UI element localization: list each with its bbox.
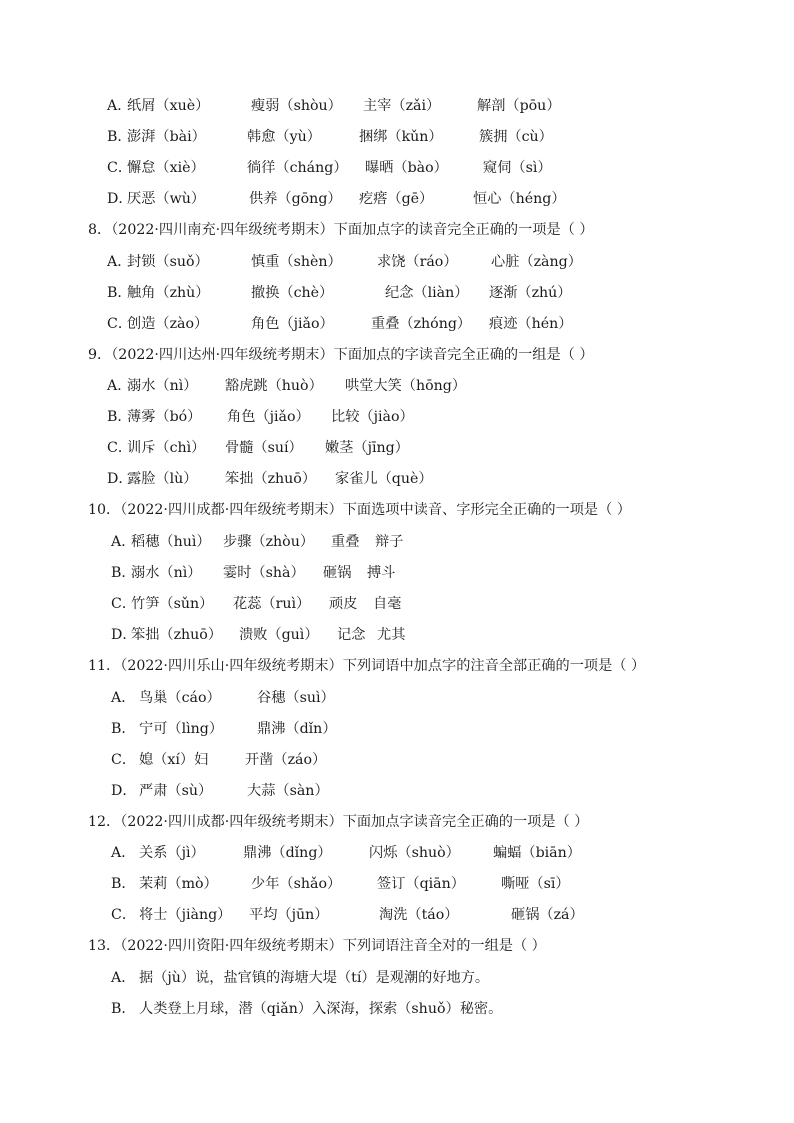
option-item: 触角（zhù） — [127, 285, 210, 301]
option-item: 开凿（záo） — [245, 752, 327, 768]
option-label: B． — [111, 1001, 136, 1017]
option-item: 自毫 — [373, 596, 402, 612]
option-item: 尤其 — [377, 627, 406, 643]
option-item: 重叠 — [331, 534, 360, 550]
option-item: 瘦弱（shòu） — [251, 98, 342, 114]
option-label: C． — [111, 907, 137, 923]
option-item: 溺水（nì） — [131, 565, 202, 581]
question-text: 8．（2022·四川南充·四年级统考期末）下面加点字的读音完全正确的一项是（ ） — [88, 222, 594, 238]
option-label: B． — [111, 721, 136, 737]
option-item: 步骤（zhòu） — [223, 534, 315, 550]
question-text: 12．（2022·四川成都·四年级统考期末）下面加点字读音完全正确的一项是（ ） — [88, 814, 589, 830]
option-item: 哄堂大笑（hōng） — [345, 378, 467, 394]
option-item: 懈怠（xiè） — [127, 160, 205, 176]
option-item: 蝙蝠（biān） — [493, 845, 581, 861]
option-item: 鸟巢（cáo） — [139, 690, 221, 706]
option-item: 嘶哑（sī） — [501, 876, 570, 892]
option-item: 媳（xí）妇 — [139, 752, 209, 768]
option-item: 供养（gōng） — [249, 191, 342, 207]
option-item: 淘洗（táo） — [379, 907, 459, 923]
option-item: 溃败（guì） — [239, 627, 319, 643]
option-item: 恒心（héng） — [473, 191, 566, 207]
option-item: 曝晒（bào） — [365, 160, 448, 176]
option-item: 鼎沸（dǐng） — [243, 845, 332, 861]
option-item: 记念 — [337, 627, 366, 643]
option-label: D． — [111, 627, 137, 643]
question-text: 11．（2022·四川乐山·四年级统考期末）下列词语中加点字的注音全部正确的一项是（ ） — [88, 658, 646, 674]
option-item: 笨拙（zhuō） — [131, 627, 223, 643]
option-item: 顽皮 — [329, 596, 358, 612]
option-item: 疙瘩（gē） — [359, 191, 434, 207]
option-label: A． — [107, 98, 132, 114]
option-item: 训斥（chì） — [127, 440, 206, 456]
option-item: 茉莉（mò） — [139, 876, 218, 892]
option-item: 露脸（lù） — [127, 471, 198, 487]
question-text: 9．（2022·四川达州·四年级统考期末）下面加点的字读音完全正确的一组是（ ） — [88, 347, 594, 363]
option-item: 创造（zào） — [127, 316, 209, 332]
option-item: 角色（jiǎo） — [251, 316, 334, 332]
option-item: 签订（qiān） — [377, 876, 465, 892]
option-item: 宁可（lìng） — [139, 721, 224, 737]
option-label: B． — [107, 129, 132, 145]
option-item: 逐渐（zhú） — [489, 285, 572, 301]
option-item: 少年（shǎo） — [251, 876, 342, 892]
question-text: 10．（2022·四川成都·四年级统考期末）下面选项中读音、字形完全正确的一项是（ ） — [88, 502, 631, 518]
option-item: 据（jù）说，盐官镇的海塘大堤（tí）是观潮的好地方。 — [139, 970, 490, 986]
option-item: 心脏（zàng） — [491, 254, 582, 270]
option-item: 霎时（shà） — [223, 565, 305, 581]
option-item: 澎湃（bài） — [127, 129, 206, 145]
option-item: 纸屑（xuè） — [127, 98, 210, 114]
option-item: 砸锅 — [323, 565, 352, 581]
option-item: 嫩茎（jīng） — [325, 440, 409, 456]
option-item: 辩子 — [375, 534, 404, 550]
option-label: D． — [111, 783, 137, 799]
option-item: 豁虎跳（huò） — [225, 378, 323, 394]
option-item: 谷穗（suì） — [257, 690, 335, 706]
option-label: C． — [111, 596, 137, 612]
option-item: 比较（jiào） — [331, 409, 414, 425]
option-item: 稻穗（huì） — [131, 534, 211, 550]
option-item: 主宰（zǎi） — [363, 98, 441, 114]
option-label: A． — [111, 970, 136, 986]
option-item: 竹笋（sǔn） — [131, 596, 214, 612]
option-item: 鼎沸（dǐn） — [257, 721, 337, 737]
option-item: 将士（jiàng） — [139, 907, 232, 923]
option-item: 平均（jūn） — [249, 907, 329, 923]
option-item: 笨拙（zhuō） — [225, 471, 317, 487]
option-item: 窥伺（sì） — [483, 160, 552, 176]
option-item: 骨髓（suí） — [225, 440, 303, 456]
option-label: D． — [107, 471, 133, 487]
option-item: 家雀儿（què） — [335, 471, 433, 487]
option-item: 角色（jiǎo） — [227, 409, 310, 425]
option-item: 厌恶（wù） — [127, 191, 206, 207]
option-label: B． — [111, 565, 136, 581]
option-item: 撤换（chè） — [251, 285, 334, 301]
option-label: A． — [111, 845, 136, 861]
option-item: 封锁（suǒ） — [127, 254, 209, 270]
option-item: 大蒜（sàn） — [247, 783, 329, 799]
option-label: A． — [111, 690, 136, 706]
option-item: 簇拥（cù） — [479, 129, 553, 145]
option-label: A． — [111, 534, 136, 550]
option-item: 慎重（shèn） — [251, 254, 342, 270]
option-item: 搏斗 — [367, 565, 396, 581]
option-label: C． — [107, 440, 133, 456]
option-item: 重叠（zhóng） — [371, 316, 472, 332]
option-label: D． — [107, 191, 133, 207]
option-item: 严肃（sù） — [139, 783, 213, 799]
option-item: 徜徉（cháng） — [247, 160, 348, 176]
option-item: 纪念（liàn） — [385, 285, 469, 301]
option-item: 痕迹（hén） — [489, 316, 573, 332]
option-item: 薄雾（bó） — [127, 409, 202, 425]
option-item: 闪烁（shuò） — [369, 845, 460, 861]
option-label: B． — [107, 285, 132, 301]
option-label: C． — [111, 752, 137, 768]
option-item: 捆绑（kǔn） — [359, 129, 443, 145]
option-label: B． — [107, 409, 132, 425]
option-label: A． — [107, 378, 132, 394]
option-item: 韩愈（yù） — [247, 129, 321, 145]
option-label: C． — [107, 316, 133, 332]
option-label: C． — [107, 160, 133, 176]
option-item: 溺水（nì） — [127, 378, 198, 394]
question-text: 13．（2022·四川资阳·四年级统考期末）下列词语注音全对的一组是（ ） — [88, 938, 546, 954]
option-label: A． — [107, 254, 132, 270]
option-item: 关系（jì） — [139, 845, 205, 861]
option-item: 解剖（pōu） — [477, 98, 561, 114]
option-item: 求饶（ráo） — [377, 254, 458, 270]
option-item: 花蕊（ruì） — [233, 596, 311, 612]
option-item: 人类登上月球，潜（qiǎn）入深海，探索（shuǒ）秘密。 — [139, 1001, 503, 1017]
option-label: B． — [111, 876, 136, 892]
option-item: 砸锅（zá） — [511, 907, 584, 923]
